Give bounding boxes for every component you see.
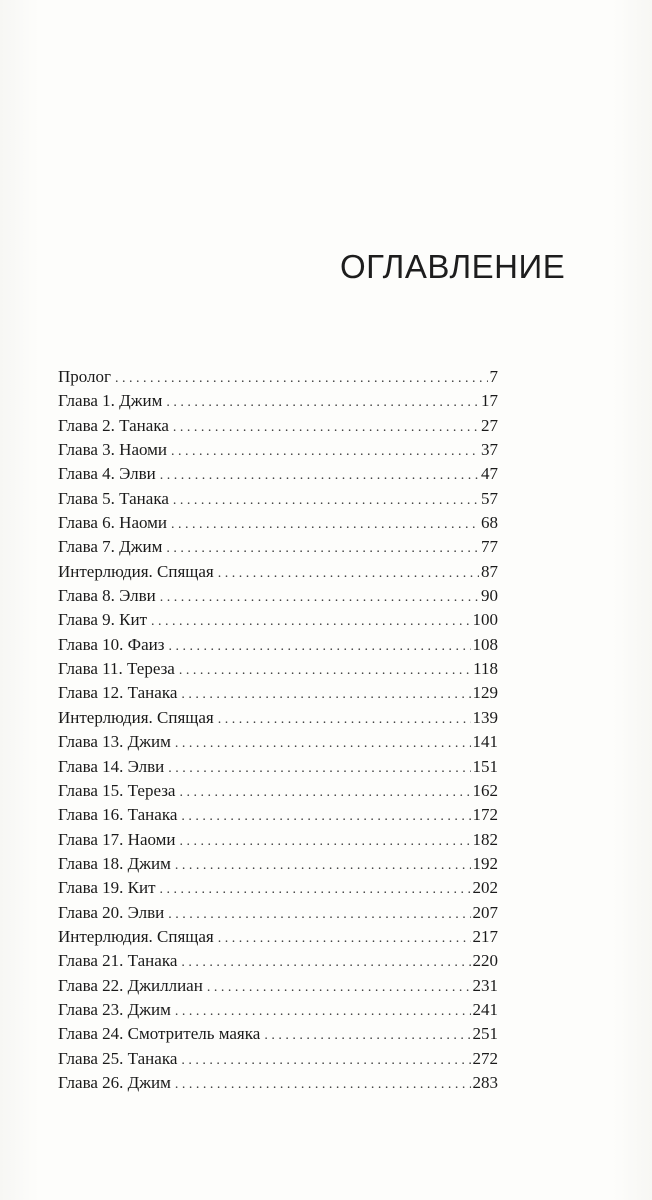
dot-leader: [181, 805, 470, 827]
toc-entry: [58, 365, 498, 389]
toc-entry-title: Глава 4. Элви: [58, 464, 156, 484]
toc-entry: [58, 852, 498, 876]
toc-entry: [58, 657, 498, 681]
dot-leader: [175, 1000, 471, 1022]
dot-leader: [160, 878, 471, 900]
toc-entry: [58, 949, 498, 973]
toc-entry: [58, 414, 498, 438]
toc-entry-page-number: 57: [481, 488, 498, 508]
toc-entry-title: Глава 9. Кит: [58, 610, 148, 630]
toc-entry-page-number: 129: [472, 683, 498, 703]
dot-leader: [180, 830, 471, 852]
toc-entry: [58, 974, 498, 998]
dot-leader: [173, 416, 479, 438]
dot-leader: [166, 537, 479, 559]
dot-leader: [175, 732, 471, 754]
dot-leader: [151, 610, 470, 632]
toc-entry-title: Глава 5. Танака: [58, 488, 169, 508]
toc-entry-title: Глава 10. Фаиз: [58, 634, 165, 654]
toc-entry: [58, 438, 498, 462]
toc-entry-title: Интерлюдия. Спящая: [58, 707, 214, 727]
dot-leader: [179, 781, 470, 803]
toc-entry: [58, 755, 498, 779]
toc-entry-page-number: 47: [481, 464, 498, 484]
dot-leader: [166, 391, 479, 413]
toc-entry-title: Глава 24. Смотритель маяка: [58, 1024, 261, 1044]
toc-entry-page-number: 17: [481, 391, 498, 411]
toc-entry-page-number: 283: [472, 1072, 498, 1092]
toc-entry-page-number: 172: [472, 805, 498, 825]
dot-leader: [181, 1049, 470, 1071]
toc-entry-title: Глава 23. Джим: [58, 999, 171, 1019]
toc-entry: [58, 535, 498, 559]
toc-entry-title: Глава 16. Танака: [58, 805, 178, 825]
toc-entry: [58, 730, 498, 754]
toc-entry-title: Глава 1. Джим: [58, 391, 163, 411]
toc-entry-page-number: 231: [472, 975, 498, 995]
toc-entry-page-number: 37: [481, 440, 498, 460]
dot-leader: [168, 635, 470, 657]
toc-entry-page-number: 162: [472, 780, 498, 800]
toc-entry: [58, 998, 498, 1022]
toc-entry-title: Глава 15. Тереза: [58, 780, 176, 800]
dot-leader: [181, 951, 470, 973]
toc-entry: [58, 560, 498, 584]
toc-entry-title: Глава 3. Наоми: [58, 440, 168, 460]
toc-entry-title: Глава 2. Танака: [58, 415, 169, 435]
dot-leader: [171, 440, 479, 462]
toc-entry-page-number: 151: [472, 756, 498, 776]
dot-leader: [218, 708, 471, 730]
toc-entry-page-number: 272: [472, 1048, 498, 1068]
toc-entry: [58, 487, 498, 511]
toc-entry-page-number: 241: [472, 999, 498, 1019]
toc-entry-page-number: 217: [472, 926, 498, 946]
dot-leader: [160, 464, 479, 486]
toc-entry: [58, 584, 498, 608]
toc-entry: [58, 779, 498, 803]
toc-entry: [58, 706, 498, 730]
toc-entry-title: Глава 21. Танака: [58, 951, 178, 971]
toc-entry: [58, 1071, 498, 1095]
dot-leader: [168, 757, 470, 779]
dot-leader: [207, 976, 471, 998]
toc-entry-title: Глава 17. Наоми: [58, 829, 176, 849]
toc-entry-page-number: 100: [472, 610, 498, 630]
dot-leader: [173, 489, 479, 511]
toc-entry-page-number: 207: [472, 902, 498, 922]
dot-leader: [168, 903, 470, 925]
toc-entry-title: Глава 14. Элви: [58, 756, 165, 776]
page-title: ОГЛАВЛЕНИЕ: [340, 248, 566, 285]
toc-entry: [58, 633, 498, 657]
toc-entry-page-number: 192: [472, 853, 498, 873]
toc-entry-page-number: 118: [473, 659, 498, 679]
toc-entry-title: Глава 12. Танака: [58, 683, 178, 703]
toc-entry-title: Интерлюдия. Спящая: [58, 561, 214, 581]
toc-entry: [58, 1047, 498, 1071]
toc-entry: [58, 925, 498, 949]
toc-entry: [58, 828, 498, 852]
toc-entry-page-number: 7: [489, 367, 498, 386]
toc-entry-page-number: 68: [481, 513, 498, 533]
toc-entry-title: Глава 22. Джиллиан: [58, 975, 203, 995]
toc-entry-title: Глава 20. Элви: [58, 902, 165, 922]
toc-entry-title: Интерлюдия. Спящая: [58, 926, 214, 946]
toc-entry: [58, 389, 498, 413]
toc-entry-page-number: 251: [472, 1024, 498, 1044]
toc-entry-page-number: 77: [481, 537, 498, 557]
toc-entry: [58, 901, 498, 925]
toc-entry-title: Глава 6. Наоми: [58, 513, 168, 533]
toc-entry-title: Пролог: [58, 367, 112, 386]
toc-entry: [58, 681, 498, 705]
toc-entry-title: Глава 18. Джим: [58, 853, 171, 873]
dot-leader: [181, 683, 470, 705]
toc-entry: [58, 511, 498, 535]
dot-leader: [115, 367, 487, 389]
dot-leader: [160, 586, 479, 608]
toc-entry-title: Глава 26. Джим: [58, 1072, 171, 1092]
dot-leader: [175, 1073, 471, 1095]
toc-entry-page-number: 139: [472, 707, 498, 727]
toc-entry: [58, 608, 498, 632]
dot-leader: [175, 854, 471, 876]
dot-leader: [218, 562, 479, 584]
toc-entry-page-number: 87: [481, 561, 498, 581]
toc-entry-title: Глава 7. Джим: [58, 537, 163, 557]
toc-entry-title: Глава 13. Джим: [58, 732, 171, 752]
toc-entry-page-number: 90: [481, 586, 498, 606]
toc-entry: [58, 1022, 498, 1046]
toc-entry-title: Глава 8. Элви: [58, 586, 156, 606]
toc-entry-title: Глава 11. Тереза: [58, 659, 175, 679]
dot-leader: [179, 659, 471, 681]
toc-entry-page-number: 141: [472, 732, 498, 752]
toc-entry-page-number: 27: [481, 415, 498, 435]
toc-entry-title: Глава 25. Танака: [58, 1048, 178, 1068]
dot-leader: [218, 927, 471, 949]
toc-entry-title: Глава 19. Кит: [58, 878, 156, 898]
toc-entry: [58, 462, 498, 486]
toc-entry-page-number: 220: [472, 951, 498, 971]
toc-entry-page-number: 202: [472, 878, 498, 898]
toc-entry-page-number: 182: [472, 829, 498, 849]
toc-entry-page-number: 108: [472, 634, 498, 654]
toc-entry: [58, 803, 498, 827]
table-of-contents: [58, 365, 498, 1095]
dot-leader: [171, 513, 479, 535]
toc-entry: [58, 876, 498, 900]
dot-leader: [264, 1024, 470, 1046]
